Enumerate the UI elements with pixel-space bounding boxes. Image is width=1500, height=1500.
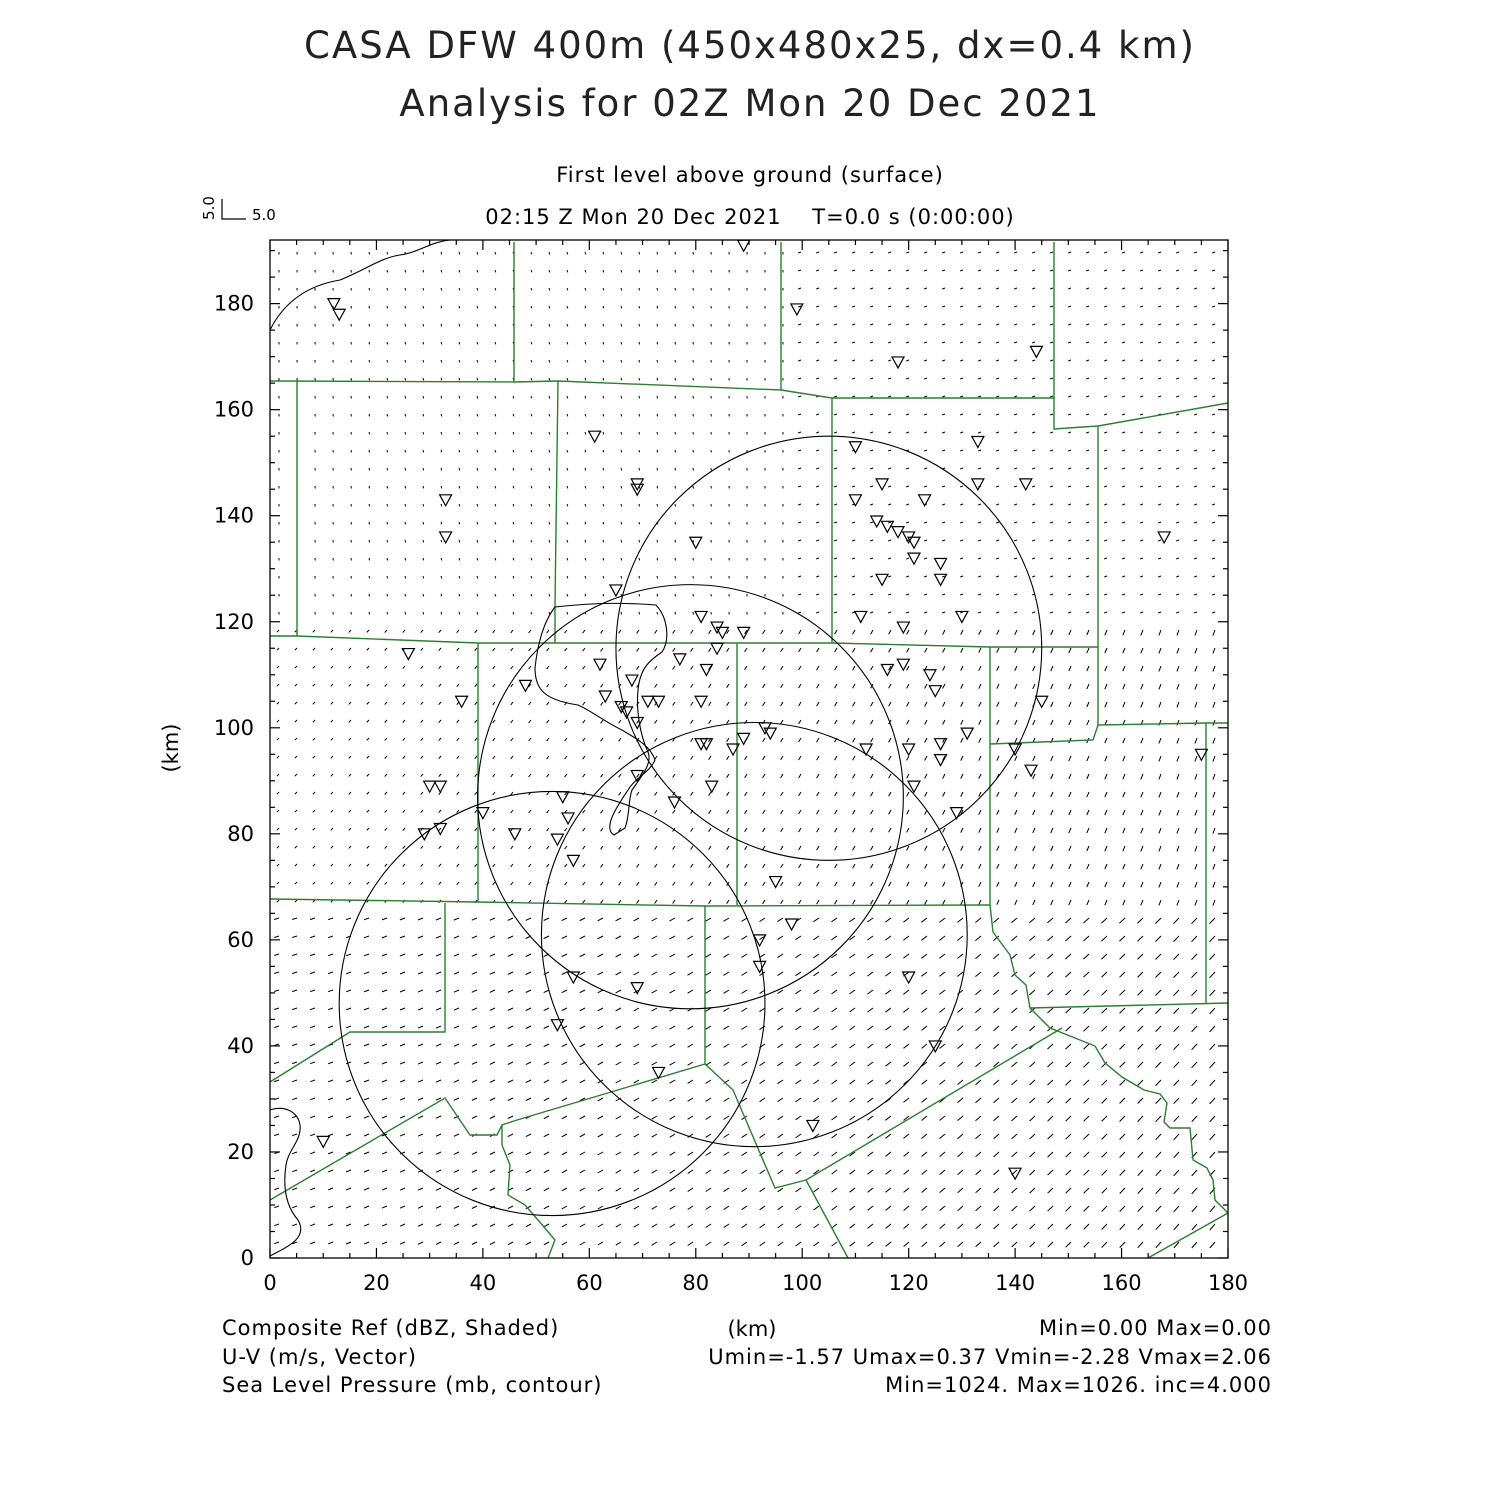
station-marker	[908, 537, 920, 548]
station-marker	[892, 357, 904, 368]
radar-ring	[339, 791, 765, 1215]
station-marker	[770, 877, 782, 888]
station-marker	[631, 983, 643, 994]
station-marker	[929, 686, 941, 697]
station-marker	[849, 495, 861, 506]
station-marker	[711, 643, 723, 654]
x-tick-label: 120	[888, 1271, 929, 1295]
county-line	[806, 1180, 848, 1258]
station-marker	[961, 728, 973, 739]
axis-ticks	[270, 240, 1228, 1258]
county-line	[270, 899, 990, 906]
station-marker	[1158, 532, 1170, 543]
station-marker	[567, 855, 579, 866]
station-marker	[1036, 696, 1048, 707]
map-title: CASA DFW 400m (450x480x25, dx=0.4 km)	[304, 24, 1196, 67]
footer-field2-stats: Umin=-1.57 Umax=0.37 Vmin=-2.28 Vmax=2.06	[708, 1345, 1272, 1369]
y-tick-label: 180	[213, 291, 254, 316]
county-line	[832, 242, 1054, 398]
x-tick-label: 0	[263, 1271, 277, 1295]
station-marker	[695, 611, 707, 622]
x-tick-label: 60	[575, 1271, 603, 1295]
station-marker	[599, 691, 611, 702]
station-marker	[562, 813, 574, 824]
station-marker	[333, 309, 345, 320]
station-marker	[626, 675, 638, 686]
county-line	[514, 242, 781, 390]
county-line	[990, 725, 1098, 744]
station-marker	[328, 299, 340, 310]
county-line	[1030, 1008, 1228, 1213]
county-line	[1148, 1213, 1228, 1258]
station-marker	[1009, 744, 1021, 755]
station-marker	[589, 431, 601, 442]
station-marker	[695, 696, 707, 707]
y-tick-label: 160	[213, 397, 254, 422]
station-marker	[919, 495, 931, 506]
x-tick-label: 80	[682, 1271, 710, 1295]
county-line	[555, 381, 558, 643]
footer-field1-stats: Min=0.00 Max=0.00	[1038, 1316, 1272, 1340]
station-marker	[456, 696, 468, 707]
footer-field2-name: U-V (m/s, Vector)	[222, 1345, 417, 1369]
station-marker	[903, 972, 915, 983]
y-tick-label: 60	[227, 927, 254, 952]
county-line	[502, 1125, 555, 1258]
station-marker	[557, 792, 569, 803]
station-marker	[1020, 479, 1032, 490]
station-marker	[1030, 346, 1042, 357]
footer-field1-name: Composite Ref (dBZ, Shaded)	[222, 1316, 560, 1340]
pressure-contours	[270, 240, 667, 1256]
station-marker	[956, 611, 968, 622]
station-marker	[642, 696, 654, 707]
station-marker	[908, 553, 920, 564]
vector-key-u-label: 5.0	[252, 206, 276, 224]
station-marker	[935, 739, 947, 750]
x-tick-label: 100	[782, 1271, 823, 1295]
station-marker	[706, 781, 718, 792]
county-line	[990, 905, 1228, 1008]
x-tick-label: 180	[1207, 1271, 1249, 1295]
y-tick-label: 0	[240, 1246, 254, 1270]
vector-key-v-label: 5.0	[200, 196, 218, 220]
y-tick-label: 140	[213, 503, 254, 528]
station-marker	[317, 1136, 329, 1147]
station-marker	[594, 659, 606, 670]
station-marker	[653, 696, 665, 707]
y-tick-label: 120	[213, 609, 254, 634]
axis-tick-labels	[214, 292, 1248, 1295]
station-marker	[881, 664, 893, 675]
station-marker	[434, 781, 446, 792]
county-line	[781, 390, 832, 643]
vector-key	[200, 196, 276, 224]
slp-contour-southwest	[270, 1108, 301, 1256]
x-tick-label: 40	[469, 1271, 497, 1295]
y-tick-label: 20	[227, 1139, 254, 1164]
county-line	[1054, 398, 1228, 429]
y-axis-label: (km)	[159, 723, 183, 773]
station-marker	[924, 670, 936, 681]
station-marker	[876, 479, 888, 490]
station-marker	[754, 961, 766, 972]
station-marker	[972, 436, 984, 447]
station-marker	[897, 622, 909, 633]
station-marker	[738, 733, 750, 744]
station-marker	[738, 240, 750, 251]
station-marker	[791, 304, 803, 315]
station-marker	[951, 808, 963, 819]
analysis-time-title: Analysis for 02Z Mon 20 Dec 2021	[399, 82, 1101, 125]
station-marker	[903, 744, 915, 755]
county-boundaries	[270, 242, 1228, 1258]
station-marker	[786, 919, 798, 930]
station-marker	[424, 781, 436, 792]
station-marker	[807, 1120, 819, 1131]
x-tick-label: 140	[995, 1271, 1036, 1295]
x-axis-label: (km)	[727, 1317, 777, 1341]
station-marker	[610, 585, 622, 596]
station-marker	[935, 558, 947, 569]
wind-vectors	[274, 252, 1215, 1248]
county-line	[270, 636, 1098, 647]
county-line	[270, 906, 705, 1200]
x-tick-label: 20	[363, 1271, 390, 1295]
station-marker	[849, 442, 861, 453]
county-line	[1098, 647, 1228, 725]
plot-frame	[270, 240, 1228, 1258]
county-line	[270, 903, 445, 1082]
station-marker	[690, 537, 702, 548]
station-marker	[738, 627, 750, 638]
station-marker	[674, 654, 686, 665]
valid-time-label: 02:15 Z Mon 20 Dec 2021 T=0.0 s (0:00:00)	[485, 205, 1015, 229]
station-marker	[764, 728, 776, 739]
y-tick-label: 100	[213, 715, 254, 740]
footer-field3-stats: Min=1024. Max=1026. inc=4.000	[885, 1373, 1272, 1397]
station-marker	[855, 611, 867, 622]
level-label: First level above ground (surface)	[556, 163, 944, 187]
x-tick-label: 160	[1101, 1271, 1142, 1295]
county-line	[705, 1028, 1062, 1188]
station-marker	[972, 479, 984, 490]
station-marker	[860, 744, 872, 755]
vector-key-arrow	[222, 199, 246, 219]
wind-vector-field	[274, 252, 1215, 1248]
footer-field3-name: Sea Level Pressure (mb, contour)	[222, 1373, 603, 1397]
station-marker	[876, 574, 888, 585]
station-marker	[1009, 1168, 1021, 1179]
y-tick-label: 40	[227, 1033, 254, 1058]
y-tick-label: 80	[227, 821, 254, 846]
station-marker	[402, 649, 414, 660]
